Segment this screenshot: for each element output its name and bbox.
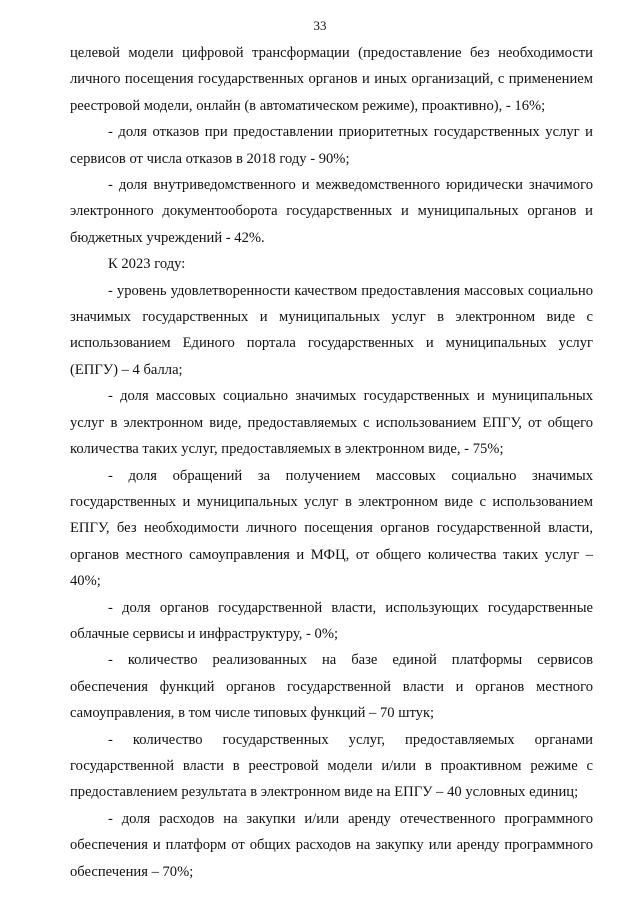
list-item-satisfaction-level: - уровень удовлетворенности качеством предоставления массовых социально значимых государственных и муниципальных услуг в электронном виде с использованием Единого портала государственных и муниципальных услуг (ЕПГУ) – 4 балла; (70, 282, 593, 378)
list-item-platform-services-count: - количество реализованных на базе единой платформы сервисов обеспечения функций органов государственной власти и органов местного самоуправления, в том числе типовых функций – 70 штук; (70, 652, 593, 722)
list-item-epgu-services-share: - доля массовых социально значимых государственных и муниципальных услуг в электронном виде, предоставляемых с использованием ЕПГУ, от общего количества таких услуг, предоставляемых в электронном виде, - 75%; (70, 388, 593, 458)
page-number: 33 (313, 18, 327, 33)
list-item-domestic-software-share: - доля расходов на закупки и/или аренду отечественного программного обеспечения и платформ от общих расходов на закупку или аренду программного обеспечения – 70%; (70, 810, 593, 880)
list-item-refusals-share: - доля отказов при предоставлении приоритетных государственных услуг и сервисов от числа отказов в 2018 году - 90%; (70, 124, 593, 167)
list-item-cloud-services-share: - доля органов государственной власти, использующих государственные облачные сервисы и инфраструктуру, - 0%; (70, 599, 593, 642)
list-item-edm-share: - доля внутриведомственного и межведомственного юридически значимого электронного документооборота государственных и муниципальных органов и бюджетных учреждений - 42%. (70, 177, 593, 246)
body-text (70, 40, 593, 885)
list-item-proactive-services-count: - количество государственных услуг, предоставляемых органами государственной власти в реестровой модели и/или в проактивном режиме с предоставлением результата в электронном виде на ЕПГУ – 40 условных единиц; (70, 731, 593, 801)
paragraph-continuation: целевой модели цифровой трансформации (предоставление без необходимости личного посещения государственных органов и иных организаций, с применением реестровой модели, онлайн (в автоматическом режиме), проактивно), - 16%; (70, 45, 593, 114)
list-item-requests-share: - доля обращений за получением массовых социально значимых государственных и муниципальных услуг в электронном виде с использованием ЕПГУ, без необходимости личного посещения органов государственной власти, органов местного самоуправления и МФЦ, от общего количества таких услуг – 40%; (70, 467, 593, 590)
section-heading-2023: К 2023 году: (108, 256, 186, 273)
